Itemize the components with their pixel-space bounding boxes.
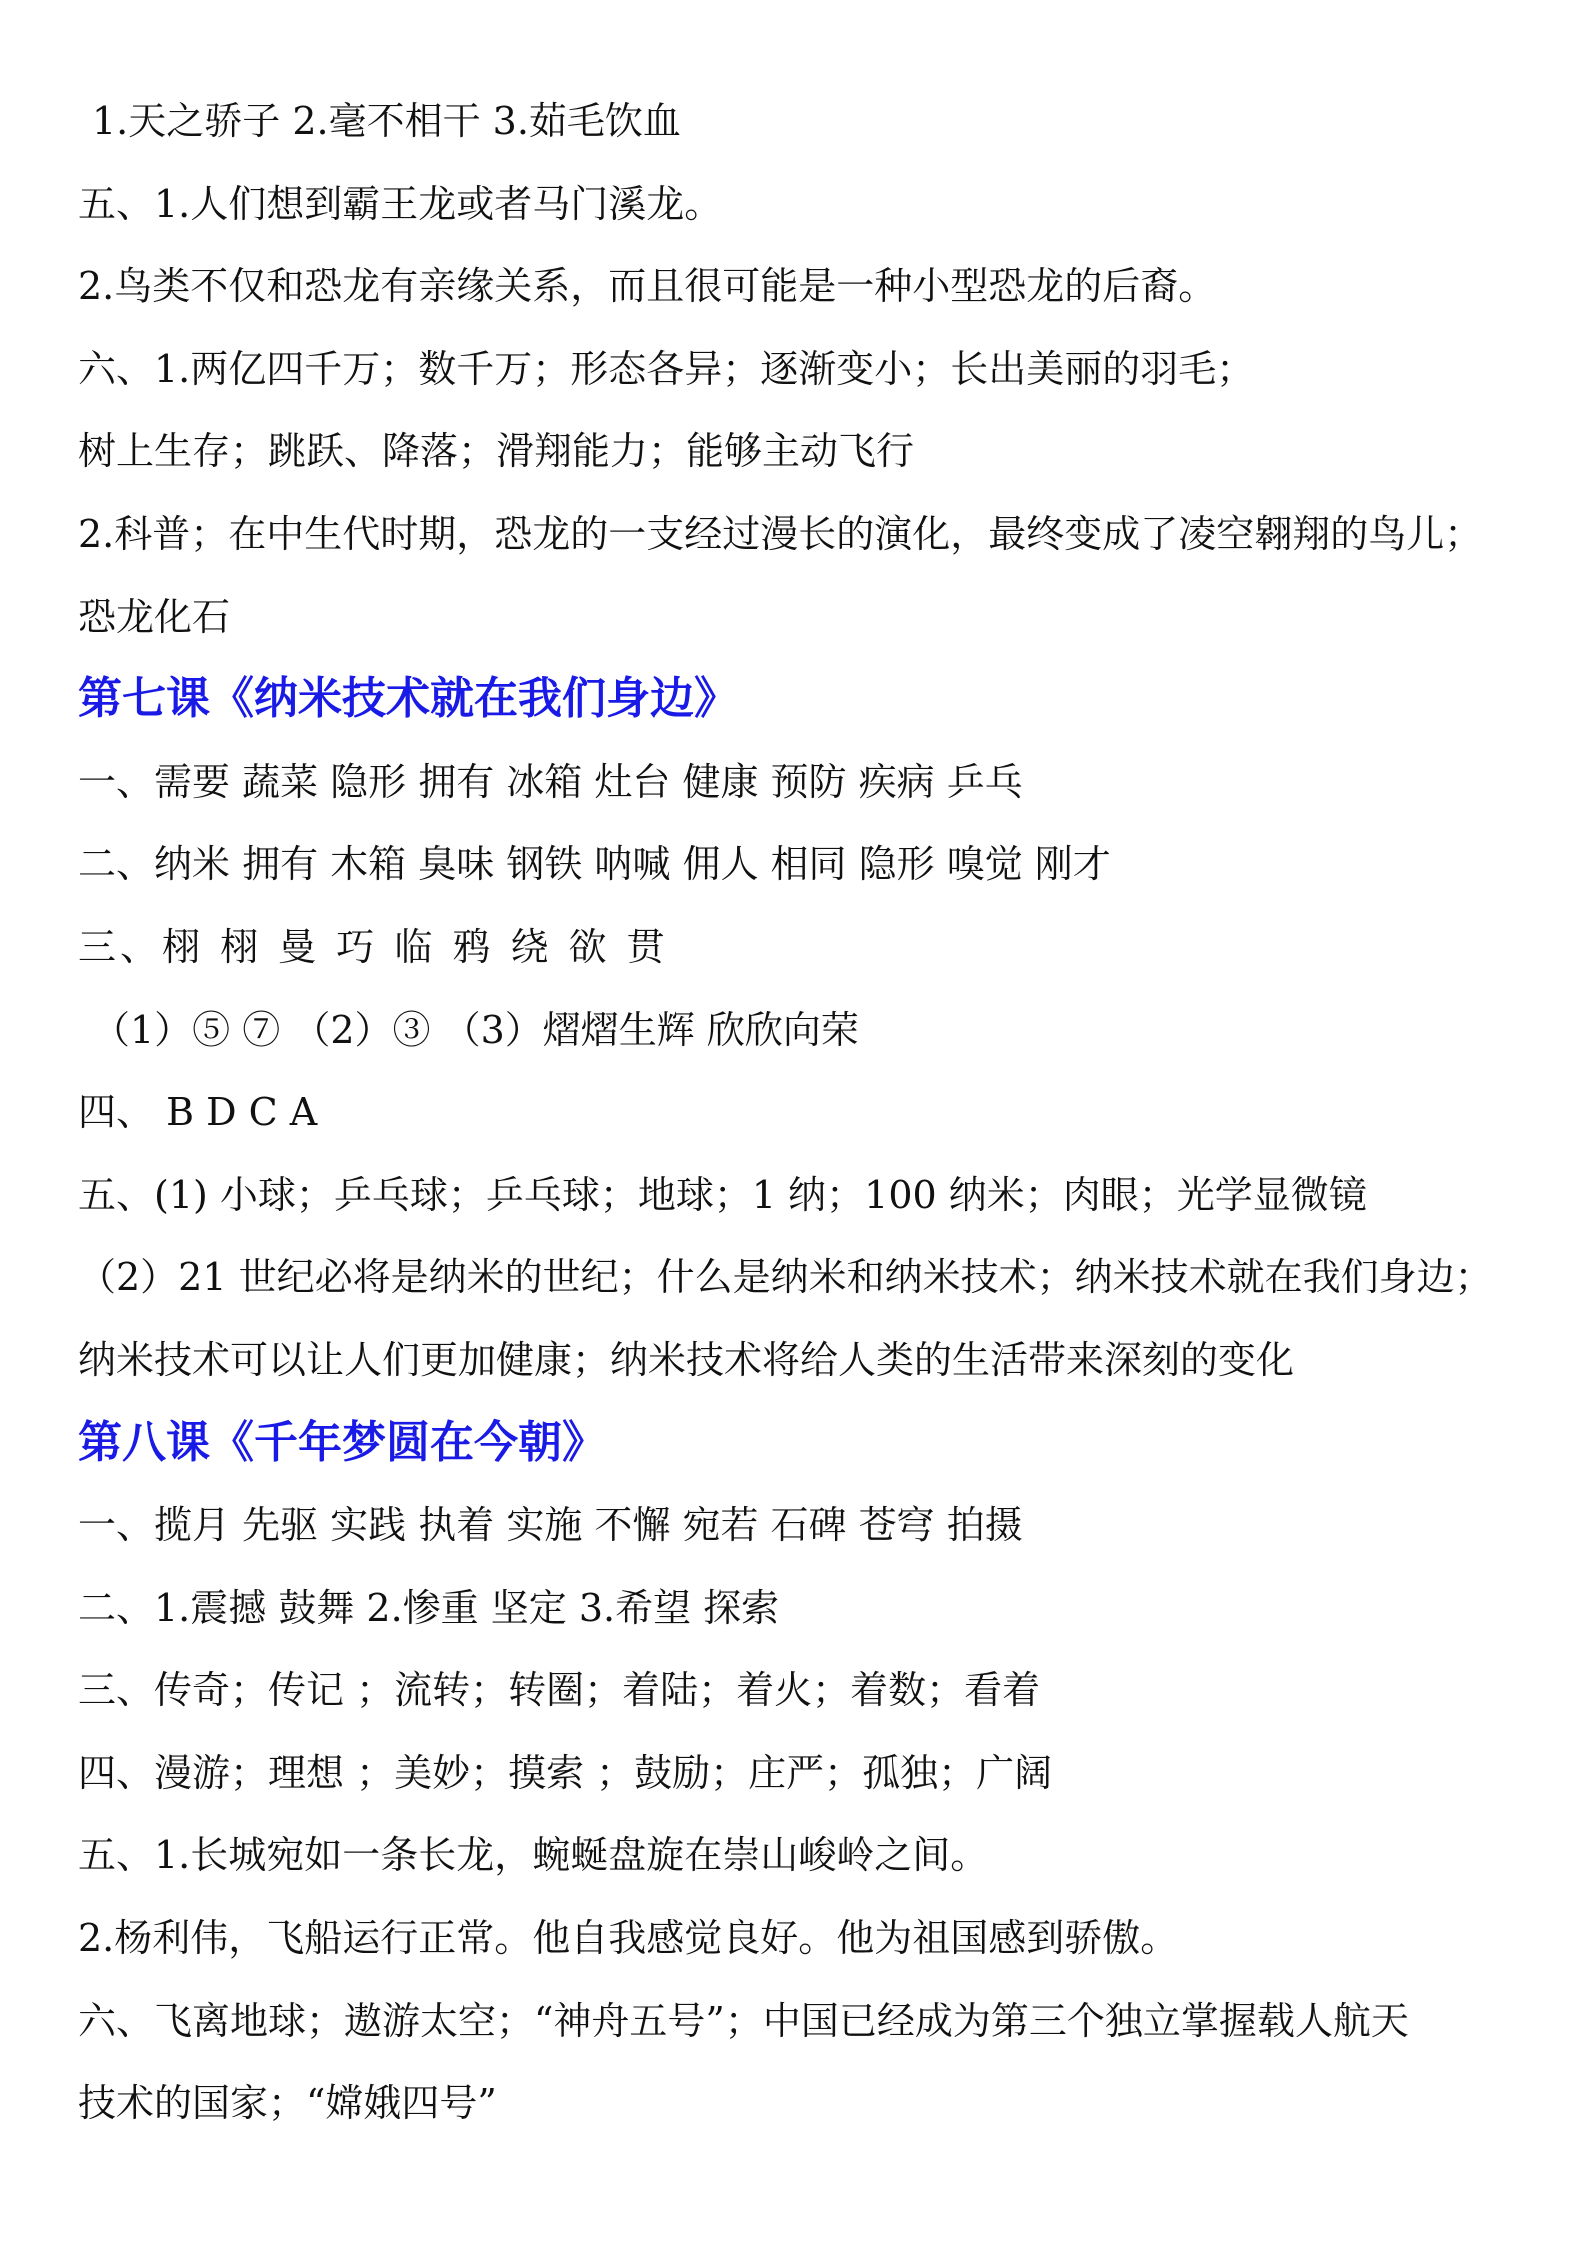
answer-line: 1.天之骄子 2.毫不相干 3.茹毛饮血 <box>92 99 681 143</box>
answer-line: 三、传奇；传记 ；流转；转圈；着陆；着火；着数；看着 <box>78 1668 1041 1713</box>
document-page <box>78 88 1548 2153</box>
answer-line: 2.杨利伟，飞船运行正常。他自我感觉良好。他为祖国感到骄傲。 <box>78 1916 1179 1961</box>
answer-line: 技术的国家；“嫦娥四号” <box>78 2081 497 2126</box>
answer-line: 三、栩 栩 曼 巧 临 鸦 绕 欲 贯 <box>78 924 669 969</box>
answer-line: 一、需要 蔬菜 隐形 拥有 冰箱 灶台 健康 预防 疾病 乒乓 <box>78 759 1023 804</box>
answer-line: （1）⑤ ⑦ （2）③ （3）熠熠生辉 欣欣向荣 <box>92 1007 859 1052</box>
answer-line: 恐龙化石 <box>78 594 231 639</box>
lesson-heading: 第七课《纳米技术就在我们身边》 <box>78 673 738 725</box>
answer-line: 五、1.长城宛如一条长龙，蜿蜒盘旋在崇山峻岭之间。 <box>78 1833 989 1878</box>
answer-line: 六、1.两亿四千万；数千万；形态各异；逐渐变小；长出美丽的羽毛； <box>78 346 1255 391</box>
answer-line: 一、揽月 先驱 实践 执着 实施 不懈 宛若 石碑 苍穹 拍摄 <box>78 1503 1023 1548</box>
answer-line: 四、 B D C A <box>78 1090 318 1135</box>
answer-line: 树上生存；跳跃、降落；滑翔能力；能够主动飞行 <box>78 429 915 474</box>
answer-line: （2）21 世纪必将是纳米的世纪；什么是纳米和纳米技术；纳米技术就在我们身边； <box>78 1255 1493 1300</box>
answer-line: 四、漫游；理想 ；美妙；摸索 ；鼓励；庄严；孤独；广阔 <box>78 1750 1053 1795</box>
answer-line: 五、1.人们想到霸王龙或者马门溪龙。 <box>78 181 723 226</box>
answer-line: 五、(1) 小球；乒乓球；乒乓球；地球；1 纳；100 纳米；肉眼；光学显微镜 <box>78 1172 1367 1217</box>
answer-line: 二、纳米 拥有 木箱 臭味 钢铁 呐喊 佣人 相同 隐形 嗅觉 刚才 <box>78 842 1111 887</box>
lesson-heading: 第八课《千年梦圆在今朝》 <box>78 1416 606 1468</box>
answer-line: 2.鸟类不仅和恐龙有亲缘关系，而且很可能是一种小型恐龙的后裔。 <box>78 264 1217 309</box>
answer-line: 二、1.震撼 鼓舞 2.惨重 坚定 3.希望 探索 <box>78 1585 780 1630</box>
answer-line: 纳米技术可以让人们更加健康；纳米技术将给人类的生活带来深刻的变化 <box>78 1337 1295 1382</box>
answer-line: 2.科普；在中生代时期，恐龙的一支经过漫长的演化，最终变成了凌空翱翔的鸟儿； <box>78 511 1483 556</box>
answer-line: 六、飞离地球；遨游太空；“神舟五号”；中国已经成为第三个独立掌握载人航天 <box>78 1998 1409 2043</box>
